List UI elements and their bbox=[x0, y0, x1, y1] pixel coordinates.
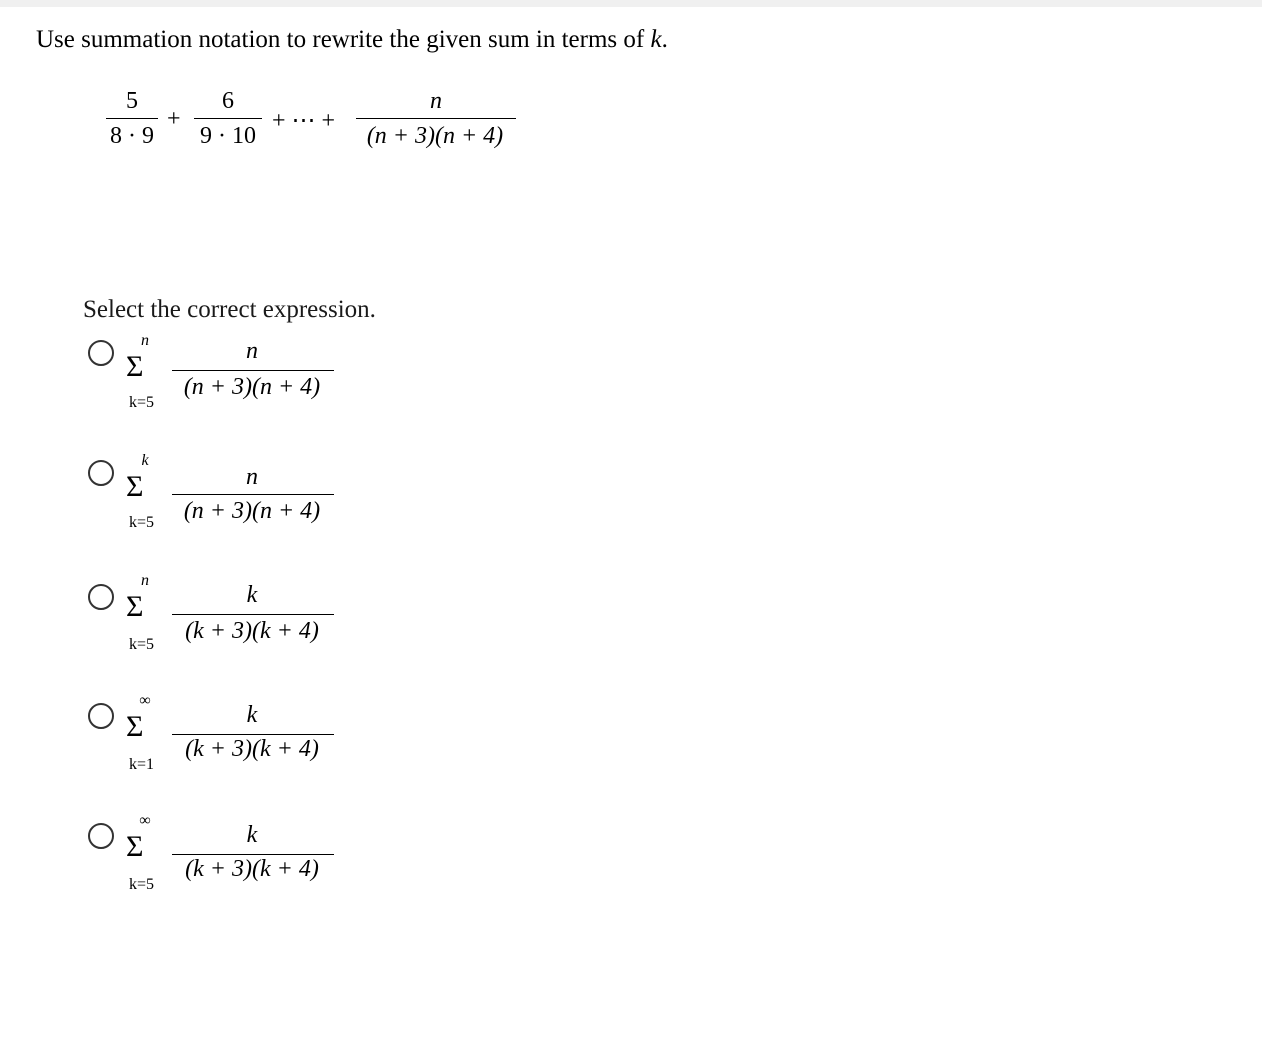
sigma-lower-limit: k=5 bbox=[129, 636, 155, 653]
sigma-upper-limit: ∞ bbox=[139, 692, 151, 709]
sigma-lower-limit: k=5 bbox=[129, 876, 155, 893]
sigma-lower-limit: k=5 bbox=[129, 394, 155, 411]
fraction-denominator: (n + 3)(n + 4) bbox=[183, 374, 321, 400]
term1-fraction-bar bbox=[106, 118, 158, 119]
sigma-lower-limit: k=5 bbox=[129, 514, 155, 531]
term3-numerator: n bbox=[430, 88, 442, 114]
sigma-upper-limit: n bbox=[141, 332, 149, 349]
choice-1[interactable] bbox=[86, 334, 386, 424]
sigma-symbol: Σ bbox=[126, 470, 144, 503]
fraction-numerator: k bbox=[246, 702, 258, 728]
choice-4[interactable] bbox=[86, 694, 386, 784]
term2-denominator: 9 · 10 bbox=[200, 123, 256, 149]
fraction-denominator: (k + 3)(k + 4) bbox=[185, 618, 319, 644]
choice-5[interactable] bbox=[86, 814, 386, 904]
choice-3[interactable] bbox=[86, 574, 386, 664]
sigma-symbol: Σ bbox=[126, 710, 144, 743]
question-end: . bbox=[661, 26, 668, 53]
term2-fraction-bar bbox=[194, 118, 262, 119]
term1-numerator: 5 bbox=[126, 88, 138, 114]
fraction-numerator: n bbox=[246, 464, 258, 490]
radio-button[interactable] bbox=[88, 703, 114, 729]
sigma-symbol: Σ bbox=[126, 830, 144, 863]
choice-2[interactable] bbox=[86, 454, 386, 544]
sigma-upper-limit: n bbox=[141, 572, 149, 589]
fraction-bar bbox=[172, 614, 334, 615]
term1-denominator: 8 · 9 bbox=[110, 123, 154, 149]
question-body: Use summation notation to rewrite the given sum in terms of bbox=[36, 26, 651, 53]
radio-button[interactable] bbox=[88, 460, 114, 486]
radio-button[interactable] bbox=[88, 584, 114, 610]
select-prompt: Select the correct expression. bbox=[83, 296, 376, 323]
fraction-bar bbox=[172, 854, 334, 855]
fraction-numerator: n bbox=[246, 338, 258, 364]
fraction-bar bbox=[172, 494, 334, 495]
term2-numerator: 6 bbox=[222, 88, 234, 114]
question-variable: k bbox=[650, 26, 662, 53]
plus-sign: + bbox=[167, 106, 181, 132]
radio-button[interactable] bbox=[88, 823, 114, 849]
fraction-numerator: k bbox=[246, 582, 258, 608]
ellipsis: + ⋯ + bbox=[272, 108, 336, 134]
term3-fraction-bar bbox=[356, 118, 516, 119]
fraction-denominator: (k + 3)(k + 4) bbox=[185, 736, 319, 762]
fraction-numerator: k bbox=[246, 822, 258, 848]
fraction-bar bbox=[172, 370, 334, 371]
fraction-denominator: (k + 3)(k + 4) bbox=[185, 856, 319, 882]
fraction-bar bbox=[172, 734, 334, 735]
sigma-upper-limit: k bbox=[141, 452, 149, 469]
radio-button[interactable] bbox=[88, 340, 114, 366]
sigma-symbol: Σ bbox=[126, 590, 144, 623]
fraction-denominator: (n + 3)(n + 4) bbox=[183, 498, 321, 524]
sigma-lower-limit: k=1 bbox=[129, 756, 155, 773]
term3-denominator: (n + 3)(n + 4) bbox=[366, 123, 504, 149]
sum-expression bbox=[0, 0, 1262, 160]
sigma-upper-limit: ∞ bbox=[139, 812, 151, 829]
sigma-symbol: Σ bbox=[126, 350, 144, 383]
